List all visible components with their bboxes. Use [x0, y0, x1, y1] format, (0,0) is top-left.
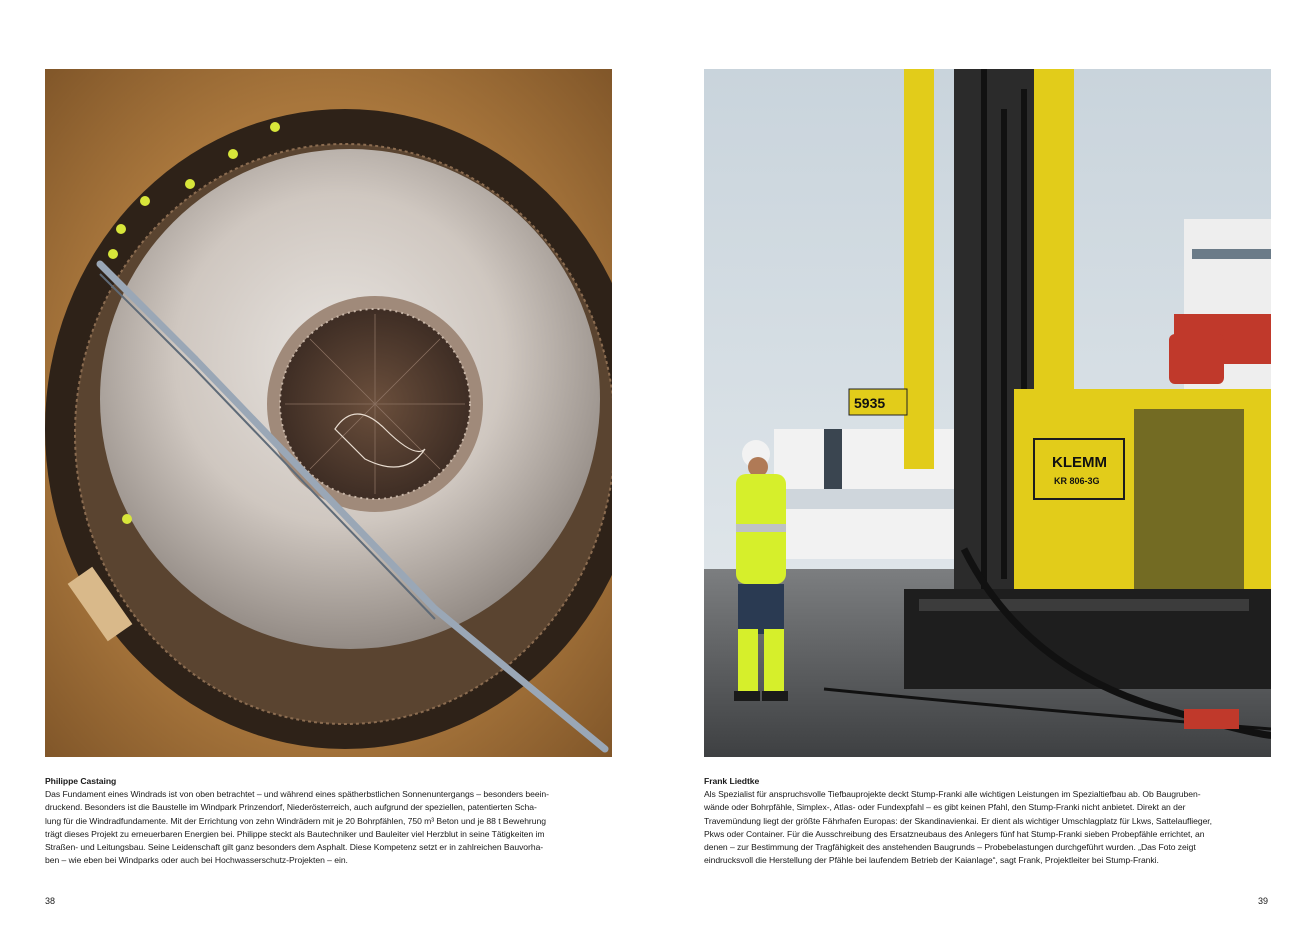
photo-caption [704, 775, 1270, 867]
caption-line: trägt dieses Projekt zu erneuerbaren Energien bei. Philippe steckt als Bautechniker und Bauleiter viel Herzblut in seine Tätigkeiten im [45, 828, 545, 839]
caption-line: denen – zur Bestimmung der Tragfähigkeit des anstehenden Baugrunds – Probebelastungen durchgeführt wurden. „Das Foto zeigt [704, 842, 1196, 853]
caption-line: lung für die Windradfundamente. Mit der Errichtung von zehn Windrädern mit je 20 Bohrpfählen, 750 m³ Beton und je 88 t Bewehrung [45, 815, 546, 826]
photographer-name: Philippe Castaing [45, 776, 117, 786]
caption-line: Straßen- und Leitungsbau. Seine Leidenschaft gilt ganz besonders dem Asphalt. Diese Kompetenz setzt er in zahlreichen Bauvorha- [45, 842, 544, 853]
photographer-name: Frank Liedtke [704, 776, 760, 786]
caption-line: Das Fundament eines Windrads ist von oben betrachtet – und während eines spätherbstlichen Sonnenuntergangs – besonders beein- [45, 789, 549, 800]
machine-model-text: KR 806-3G [1054, 476, 1100, 486]
page-number: 39 [1258, 896, 1269, 906]
right-page [658, 0, 1316, 930]
machine-brand-text: KLEMM [1052, 454, 1107, 471]
wind-turbine-foundation-illustration [45, 69, 612, 757]
machine-number-text: 5935 [854, 395, 886, 411]
caption-line: ben – wie eben bei Windparks oder auch bei Hochwasserschutz-Projekten – ein. [45, 855, 348, 866]
caption-line: Travemündung liegt der größte Fährhafen Europas: der Skandinavienkai. Er dient als wichtiger Umschlagplatz für Lkws, Sattelauflieger, [704, 815, 1212, 826]
caption-line: wände oder Bohrpfähle, Simplex-, Atlas- oder Fundexpfahl – es gibt keinen Pfahl, den Stump-Franki nicht anbietet. Direkt an der [704, 802, 1186, 813]
caption-line: eindrucksvoll die Herstellung der Pfähle bei laufendem Betrieb der Kaianlage“, sagt Frank, Projektleiter bei Stump-Franki. [704, 855, 1159, 866]
drilling-rig-illustration [704, 69, 1271, 757]
wind-turbine-foundation-photo [45, 69, 612, 757]
drilling-rig-photo [704, 69, 1271, 757]
caption-line: Als Spezialist für anspruchsvolle Tiefbauprojekte deckt Stump-Franki alle wichtigen Leistungen im Spezialtiefbau ab. Ob Baugruben- [704, 789, 1201, 800]
photo-caption [45, 775, 611, 867]
page-number: 38 [45, 896, 56, 906]
caption-line: Pkws oder Container. Für die Ausschreibung des Ersatzneubaus des Anlegers fünf hat Stump-Franki sieben Probepfähle errichtet, an [704, 828, 1205, 839]
caption-line: druckend. Besonders ist die Baustelle im Windpark Prinzendorf, Niederösterreich, auch aufgrund der speziellen, patentierten Scha- [45, 802, 537, 813]
